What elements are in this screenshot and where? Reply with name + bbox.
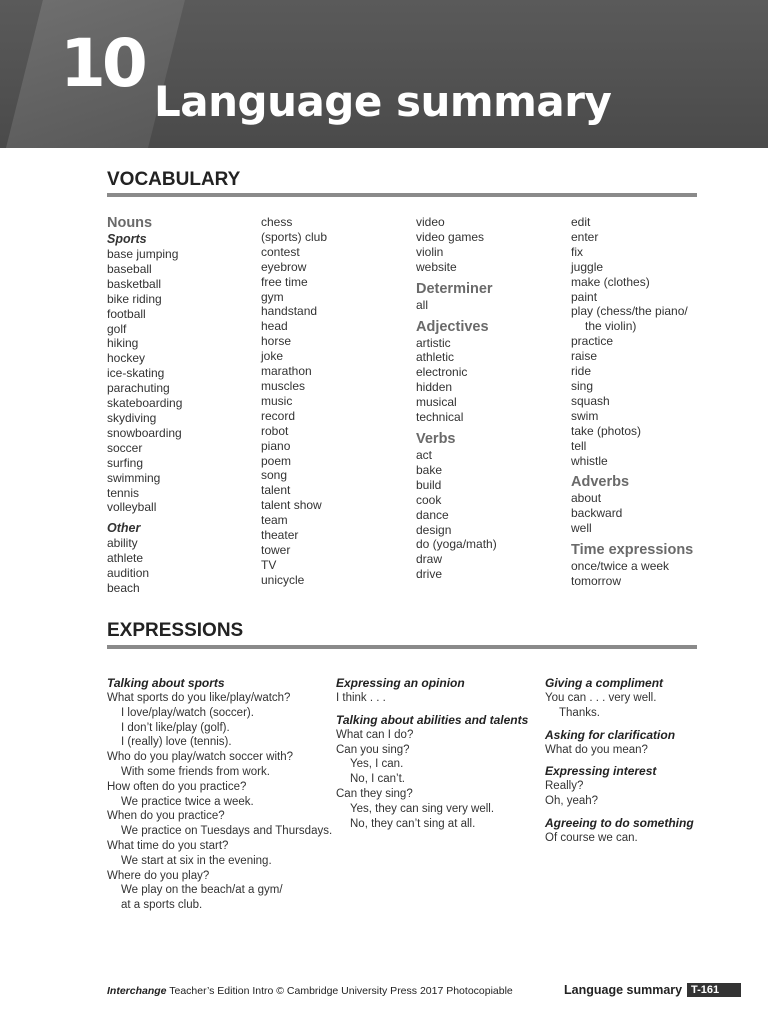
- vocab-item: raise: [571, 349, 598, 364]
- vocab-item: talent: [261, 483, 291, 498]
- vocab-item: poem: [261, 453, 292, 468]
- expression-line: No, they can’t sing at all.: [350, 817, 476, 830]
- talking-about-sports-lines: [107, 691, 332, 913]
- expression-line: We start at six in the evening.: [121, 854, 272, 867]
- vocab-item: surfing: [107, 455, 144, 470]
- clarification-title: Asking for clarification: [545, 727, 676, 742]
- vocab-item: practice: [571, 334, 614, 349]
- vocab-item: technical: [416, 410, 464, 425]
- vocab-item: beach: [107, 581, 140, 596]
- compliment-title: Giving a compliment: [545, 676, 664, 690]
- nouns-list: [261, 215, 327, 588]
- agreeing-line: Of course we can.: [545, 831, 638, 844]
- vocab-item: edit: [571, 215, 591, 229]
- expression-line: With some friends from work.: [121, 765, 270, 778]
- vocab-item: do (yoga/math): [416, 537, 497, 552]
- vocab-item: electronic: [416, 365, 468, 380]
- vocab-item: build: [416, 477, 442, 492]
- expression-line: No, I can’t.: [350, 773, 405, 786]
- vocab-item: backward: [571, 506, 623, 521]
- abilities-title: Talking about abilities and talents: [336, 712, 529, 727]
- vocab-item: swimming: [107, 470, 161, 485]
- vocab-column-2: [261, 215, 327, 588]
- vocab-item: video games: [416, 229, 485, 244]
- vocab-item: gym: [261, 289, 284, 304]
- expression-line: Who do you play/watch soccer with?: [107, 751, 294, 764]
- other-label: Other: [107, 521, 141, 536]
- vocab-item: athlete: [107, 551, 144, 566]
- vocab-item: ice-skating: [107, 366, 165, 381]
- vocab-item: artistic: [416, 335, 451, 350]
- unit-number: 10: [60, 25, 144, 102]
- vocab-item: chess: [261, 215, 293, 229]
- page-number-badge: T-161: [687, 983, 741, 997]
- time-expressions-list: [571, 559, 693, 589]
- vocab-item: fix: [571, 244, 583, 259]
- vocab-item: football: [107, 306, 146, 321]
- expressions-rule: [107, 645, 697, 649]
- compliment-line: You can . . . very well.: [545, 692, 657, 704]
- adverbs-label: Adverbs: [571, 474, 630, 491]
- vocab-item: tower: [261, 542, 291, 557]
- page-header: [0, 0, 768, 148]
- expression-line: Really?: [545, 780, 584, 793]
- verbs-label: Verbs: [416, 430, 456, 447]
- vocab-item: draw: [416, 552, 443, 567]
- expression-line: We practice on Tuesdays and Thursdays.: [121, 825, 333, 838]
- expression-line: When do you practice?: [107, 810, 225, 823]
- expression-line: What sports do you like/play/watch?: [107, 692, 291, 704]
- vocab-item: handstand: [261, 304, 318, 319]
- expression-line: I (really) love (tennis).: [121, 736, 232, 749]
- expression-line: Where do you play?: [107, 869, 210, 882]
- footer-copyright: [107, 985, 513, 997]
- vocab-item: ability: [107, 536, 138, 551]
- vocab-item: free time: [261, 274, 308, 289]
- clarification-line: What do you mean?: [545, 743, 648, 756]
- vocab-item: theater: [261, 528, 299, 543]
- vocab-item: music: [261, 393, 293, 408]
- vocab-item: marathon: [261, 364, 312, 379]
- vocab-item: swim: [571, 408, 599, 423]
- other-list: [107, 536, 182, 596]
- vocab-item: musical: [416, 395, 457, 410]
- vocab-item: website: [416, 259, 457, 274]
- vocab-item: team: [261, 513, 288, 528]
- vocab-item: squash: [571, 393, 610, 408]
- agreeing-title: Agreeing to do something: [545, 815, 694, 830]
- expression-line: Can you sing?: [336, 743, 410, 756]
- vocab-item: soccer: [107, 440, 143, 455]
- vocab-item: unicycle: [261, 572, 305, 587]
- vocab-item: make (clothes): [571, 274, 650, 289]
- vocab-item: skydiving: [107, 410, 157, 425]
- expression-line: Yes, I can.: [350, 758, 404, 771]
- vocab-item: eyebrow: [261, 259, 307, 274]
- vocab-item: hidden: [416, 380, 453, 395]
- vocab-item: record: [261, 408, 296, 423]
- nouns-list-cont: [416, 215, 497, 275]
- sports-label: Sports: [107, 232, 147, 246]
- vocab-column-1: [107, 214, 182, 596]
- footer-brand: Interchange: [107, 985, 167, 997]
- vocab-item: enter: [571, 229, 599, 244]
- expression-line: What time do you start?: [107, 839, 229, 852]
- vocab-column-3: [416, 215, 497, 582]
- expression-line: Oh, yeah?: [545, 795, 599, 808]
- vocab-item: (sports) club: [261, 229, 328, 244]
- vocab-item: audition: [107, 566, 150, 581]
- vocab-item: head: [261, 319, 288, 334]
- verbs-list: [416, 448, 497, 582]
- vocab-item: sing: [571, 378, 594, 393]
- nouns-label: Nouns: [107, 215, 153, 231]
- vocab-item: parachuting: [107, 381, 170, 396]
- vocab-item: basketball: [107, 276, 162, 291]
- expressions-column-3: [545, 676, 694, 846]
- vocab-item: violin: [416, 244, 444, 259]
- vocab-item: piano: [261, 438, 291, 453]
- vocab-item: take (photos): [571, 423, 642, 438]
- expressing-opinion-title: Expressing an opinion: [336, 676, 465, 690]
- vocab-item: all: [416, 297, 429, 312]
- vocab-item: whistle: [571, 453, 608, 468]
- verbs-list-cont-2: [571, 334, 693, 468]
- vocab-item: design: [416, 522, 452, 537]
- expression-line: I don’t like/play (golf).: [121, 721, 230, 734]
- expression-line: We play on the beach/at a gym/: [121, 884, 283, 897]
- vocab-item: once/twice a week: [571, 559, 670, 574]
- vocab-item: volleyball: [107, 500, 157, 515]
- vocab-item: well: [571, 521, 592, 536]
- expression-line: Yes, they can sing very well.: [350, 802, 495, 815]
- expression-line: What can I do?: [336, 728, 414, 741]
- vocab-item: base jumping: [107, 247, 179, 261]
- vocab-item: contest: [261, 244, 300, 259]
- footer-copyright-text: Teacher’s Edition Intro © Cambridge University Press 2017 Photocopiable: [166, 985, 513, 997]
- vocab-item: baseball: [107, 261, 152, 276]
- determiner-list: [416, 298, 497, 313]
- vocab-item: robot: [261, 423, 289, 438]
- vocab-item: TV: [261, 557, 277, 572]
- vocab-item: golf: [107, 321, 127, 336]
- vocab-item: bake: [416, 462, 443, 477]
- vocab-item: bike riding: [107, 291, 162, 306]
- vocab-item: athletic: [416, 350, 455, 365]
- abilities-lines: [336, 728, 528, 832]
- footer-section-name: Language summary: [564, 983, 683, 997]
- vocab-item: ride: [571, 364, 592, 379]
- expression-line: at a sports club.: [121, 899, 203, 912]
- vocab-item: muscles: [261, 378, 306, 393]
- sports-list: [107, 247, 182, 515]
- talking-about-sports-title: Talking about sports: [107, 676, 225, 690]
- vocab-item: tell: [571, 438, 587, 453]
- vocab-item: hockey: [107, 351, 146, 366]
- vocab-item: juggle: [571, 259, 604, 274]
- expression-line: How often do you practice?: [107, 780, 247, 793]
- vocabulary-rule: [107, 193, 697, 197]
- vocab-item: tennis: [107, 485, 140, 500]
- adverbs-list: [571, 491, 693, 536]
- compliment-reply: Thanks.: [559, 706, 600, 719]
- expressions-heading: EXPRESSIONS: [107, 620, 244, 641]
- vocabulary-heading: VOCABULARY: [107, 169, 241, 190]
- vocab-item: talent show: [261, 498, 322, 513]
- adjectives-list: [416, 336, 497, 425]
- vocab-item: drive: [416, 567, 443, 582]
- expression-line: Can they sing?: [336, 787, 413, 800]
- expressing-opinion-line: I think . . .: [336, 692, 386, 704]
- vocab-item: song: [261, 468, 288, 483]
- page-title: Language summary: [154, 77, 612, 126]
- vocab-item: snowboarding: [107, 425, 182, 440]
- vocab-item: joke: [261, 349, 284, 364]
- determiner-label: Determiner: [416, 280, 493, 297]
- vocab-item: act: [416, 447, 433, 462]
- vocab-item: hiking: [107, 336, 139, 351]
- vocab-column-4: [571, 215, 693, 589]
- vocab-item: paint: [571, 289, 598, 304]
- expression-line: I love/play/watch (soccer).: [121, 706, 254, 719]
- vocab-item: play (chess/the piano/: [571, 304, 688, 319]
- vocab-item: cook: [416, 492, 442, 507]
- interest-lines: [545, 779, 694, 809]
- vocab-item: tomorrow: [571, 574, 622, 589]
- vocab-item: skateboarding: [107, 396, 183, 411]
- vocab-item: horse: [261, 334, 292, 349]
- expressions-column-2: [336, 676, 528, 831]
- expressions-column-1: [107, 676, 332, 913]
- vocab-item: dance: [416, 507, 449, 522]
- time-expressions-label: Time expressions: [571, 542, 694, 559]
- interest-title: Expressing interest: [545, 764, 657, 779]
- verb-continuation: the violin): [585, 319, 637, 334]
- verbs-list-cont: [571, 215, 693, 319]
- vocab-item: about: [571, 491, 602, 506]
- adjectives-label: Adjectives: [416, 318, 489, 335]
- expression-line: We practice twice a week.: [121, 795, 254, 808]
- vocab-item: video: [416, 215, 445, 229]
